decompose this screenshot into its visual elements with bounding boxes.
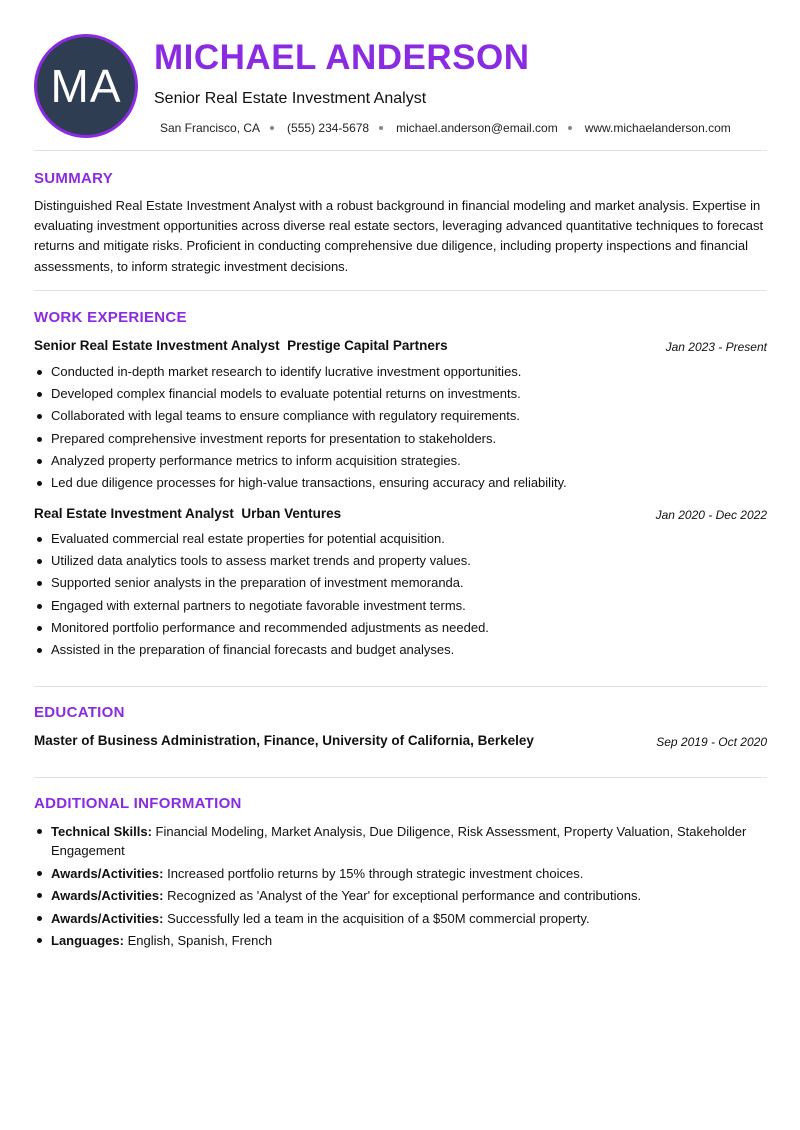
- item-label: Awards/Activities:: [51, 910, 164, 926]
- list-item: Utilized data analytics tools to assess market trends and property values.: [34, 552, 767, 570]
- list-item: Developed complex financial models to evaluate potential returns on investments.: [34, 385, 767, 403]
- section-divider: [34, 777, 767, 778]
- separator-dot-icon: [379, 126, 383, 130]
- job-role-line: [34, 506, 341, 521]
- avatar: [34, 34, 138, 138]
- education-degree: Master of Business Administration, Finance, University of California, Berkeley: [34, 733, 534, 748]
- job-title: Senior Real Estate Investment Analyst: [154, 90, 427, 107]
- list-item: [34, 864, 767, 883]
- resume-header: [34, 34, 767, 138]
- list-item: Led due diligence processes for high-value transactions, ensuring accuracy and reliability.: [34, 474, 767, 492]
- list-item: [34, 909, 767, 928]
- job-role: Real Estate Investment Analyst: [34, 506, 234, 521]
- job-bullets: [34, 363, 767, 496]
- item-text: Recognized as 'Analyst of the Year' for exceptional performance and contributions.: [167, 888, 642, 903]
- summary-heading: SUMMARY: [34, 170, 114, 187]
- separator-dot-icon: [568, 126, 572, 130]
- item-text: English, Spanish, French: [127, 933, 273, 948]
- item-text: Successfully led a team in the acquisition of a $50M commercial property.: [167, 910, 590, 926]
- list-item: Collaborated with legal teams to ensure compliance with regulatory requirements.: [34, 407, 767, 425]
- job-dates: Jan 2020 - Dec 2022: [655, 508, 767, 522]
- item-text: Financial Modeling, Market Analysis, Due Diligence, Risk Assessment, Property Valuation, Stakeholder Engagement: [51, 824, 747, 858]
- list-item: Evaluated commercial real estate properties for potential acquisition.: [34, 530, 767, 548]
- job-company: Urban Ventures: [241, 506, 342, 521]
- section-divider: [34, 290, 767, 291]
- job-role-line: [34, 338, 448, 353]
- education-heading: EDUCATION: [34, 704, 125, 721]
- contact-email[interactable]: michael.anderson@email.com: [396, 121, 558, 135]
- list-item: [34, 822, 767, 860]
- list-item: Engaged with external partners to negotiate favorable investment terms.: [34, 597, 767, 615]
- list-item: Analyzed property performance metrics to inform acquisition strategies.: [34, 452, 767, 470]
- job-header: [34, 338, 767, 356]
- list-item: Monitored portfolio performance and recommended adjustments as needed.: [34, 619, 767, 637]
- contact-website[interactable]: www.michaelanderson.com: [584, 121, 731, 135]
- avatar-initials: MA: [50, 60, 122, 112]
- list-item: Conducted in-depth market research to identify lucrative investment opportunities.: [34, 363, 767, 381]
- separator-dot-icon: [270, 126, 274, 130]
- candidate-name: MICHAEL ANDERSON: [154, 38, 530, 77]
- job-header: [34, 506, 767, 524]
- item-label: Technical Skills:: [51, 824, 152, 839]
- item-label: Languages:: [51, 933, 124, 948]
- list-item: Prepared comprehensive investment reports for presentation to stakeholders.: [34, 430, 767, 448]
- summary-text: Distinguished Real Estate Investment Analyst with a robust background in financial modeling and market analysis. Expertise in evaluating investment opportunities across diverse real estate sectors, leveraging advanced quantitative techniques to forecast returns and mitigate risks. Proficient in conducting comprehensive due diligence, including property inspections and financial assessments, to inform strategic investment decisions.: [34, 198, 764, 274]
- list-item: Supported senior analysts in the preparation of investment memoranda.: [34, 574, 767, 592]
- job-role: Senior Real Estate Investment Analyst: [34, 338, 280, 353]
- section-divider: [34, 150, 767, 151]
- additional-list: [34, 822, 767, 954]
- contact-location: San Francisco, CA: [160, 121, 261, 135]
- experience-heading: WORK EXPERIENCE: [34, 309, 187, 326]
- list-item: [34, 931, 767, 950]
- job-company: Prestige Capital Partners: [287, 338, 448, 353]
- list-item: Assisted in the preparation of financial forecasts and budget analyses.: [34, 641, 767, 659]
- contact-row: [160, 121, 731, 135]
- item-label: Awards/Activities:: [51, 865, 164, 881]
- item-text: Increased portfolio returns by 15% through strategic investment choices.: [167, 865, 584, 881]
- list-item: [34, 886, 767, 905]
- item-label: Awards/Activities:: [51, 888, 164, 903]
- additional-heading: ADDITIONAL INFORMATION: [34, 795, 242, 812]
- section-divider: [34, 686, 767, 687]
- education-dates: Sep 2019 - Oct 2020: [656, 735, 767, 749]
- contact-phone: (555) 234-5678: [287, 121, 370, 135]
- job-bullets: [34, 530, 767, 663]
- education-entry: [34, 733, 767, 751]
- job-dates: Jan 2023 - Present: [665, 340, 767, 354]
